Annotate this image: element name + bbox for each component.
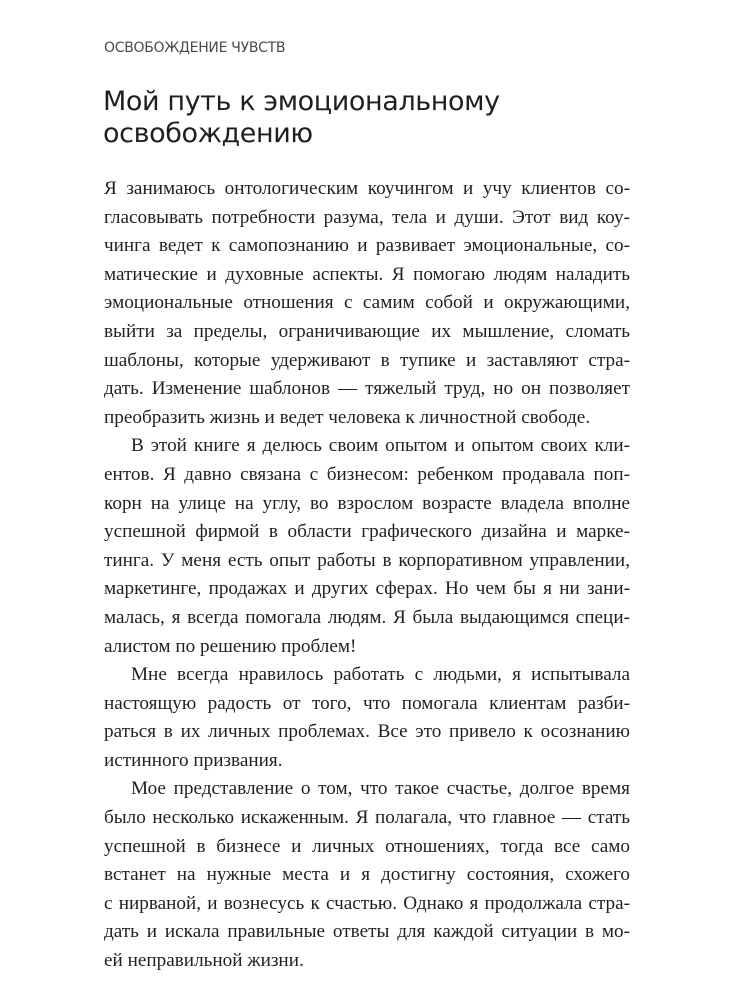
text-line: ентов. Я давно связана с бизнесом: ребенком продавала поп-: [104, 463, 630, 485]
body-text: [104, 175, 630, 976]
paragraph: [104, 775, 630, 975]
text-line: выйти за пределы, ограничивающие их мышление, сломать: [104, 320, 630, 342]
text-line: истинного призвания.: [104, 749, 283, 771]
text-line: успешной в бизнесе и личных отношениях, тогда все само: [104, 835, 630, 857]
paragraph: [104, 661, 630, 775]
text-line: встанет на нужные места и я достигну состояния, схожего: [104, 864, 630, 886]
text-line: Мне всегда нравилось работать с людьми, я испытывала: [131, 664, 630, 686]
text-line: раться в их личных проблемах. Все это привело к осознанию: [104, 721, 630, 743]
text-line: было несколько искаженным. Я полагала, что главное — стать: [104, 807, 630, 829]
text-line: малась, я всегда помогала людям. Я была выдающимся специ-: [104, 606, 630, 628]
text-line: дать и искала правильные ответы для каждой ситуации в мо-: [104, 921, 630, 943]
running-header: ОСВОБОЖДЕНИЕ ЧУВСТВ: [104, 40, 286, 56]
text-line: ей неправильной жизни.: [104, 950, 304, 972]
text-line: преобразить жизнь и ведет человека к личностной свободе.: [104, 406, 591, 428]
text-line: с нирваной, и вознесусь к счастью. Однако я продолжала стра-: [104, 892, 630, 914]
text-line: Мое представление о том, что такое счастье, долгое время: [131, 778, 630, 800]
text-line: В этой книге я делюсь своим опытом и опытом своих кли-: [131, 435, 630, 457]
text-line: настоящую радость от того, что помогала клиентам разби-: [104, 692, 630, 714]
text-line: шаблоны, которые удерживают в тупике и заставляют стра-: [104, 349, 630, 371]
text-line: чинга ведет к самопознанию и развивает эмоциональные, со-: [104, 235, 630, 257]
text-line: эмоциональные отношения с самим собой и окружающими,: [104, 292, 630, 314]
text-line: матические и духовные аспекты. Я помогаю людям наладить: [104, 263, 630, 285]
text-line: успешной фирмой в области графического дизайна и марке-: [104, 521, 630, 543]
text-line: тинга. У меня есть опыт работы в корпоративном управлении,: [104, 549, 630, 571]
paragraph: [104, 175, 630, 432]
text-line: маркетинге, продажах и других сферах. Но чем бы я ни зани-: [104, 578, 630, 600]
text-line: Я занимаюсь онтологическим коучингом и учу клиентов со-: [104, 178, 630, 199]
text-line: дать. Изменение шаблонов — тяжелый труд, но он позволяет: [104, 378, 630, 400]
text-line: корн на улице на углу, во взрослом возрасте владела вполне: [104, 492, 630, 514]
chapter-title-line: освобождению: [103, 118, 313, 149]
chapter-title: [103, 86, 500, 150]
text-line: гласовывать потребности разума, тела и души. Этот вид коу-: [104, 206, 630, 228]
text-line: алистом по решению проблем!: [104, 635, 357, 657]
paragraph: [104, 432, 630, 661]
chapter-title-line: Мой путь к эмоциональному: [103, 86, 500, 117]
